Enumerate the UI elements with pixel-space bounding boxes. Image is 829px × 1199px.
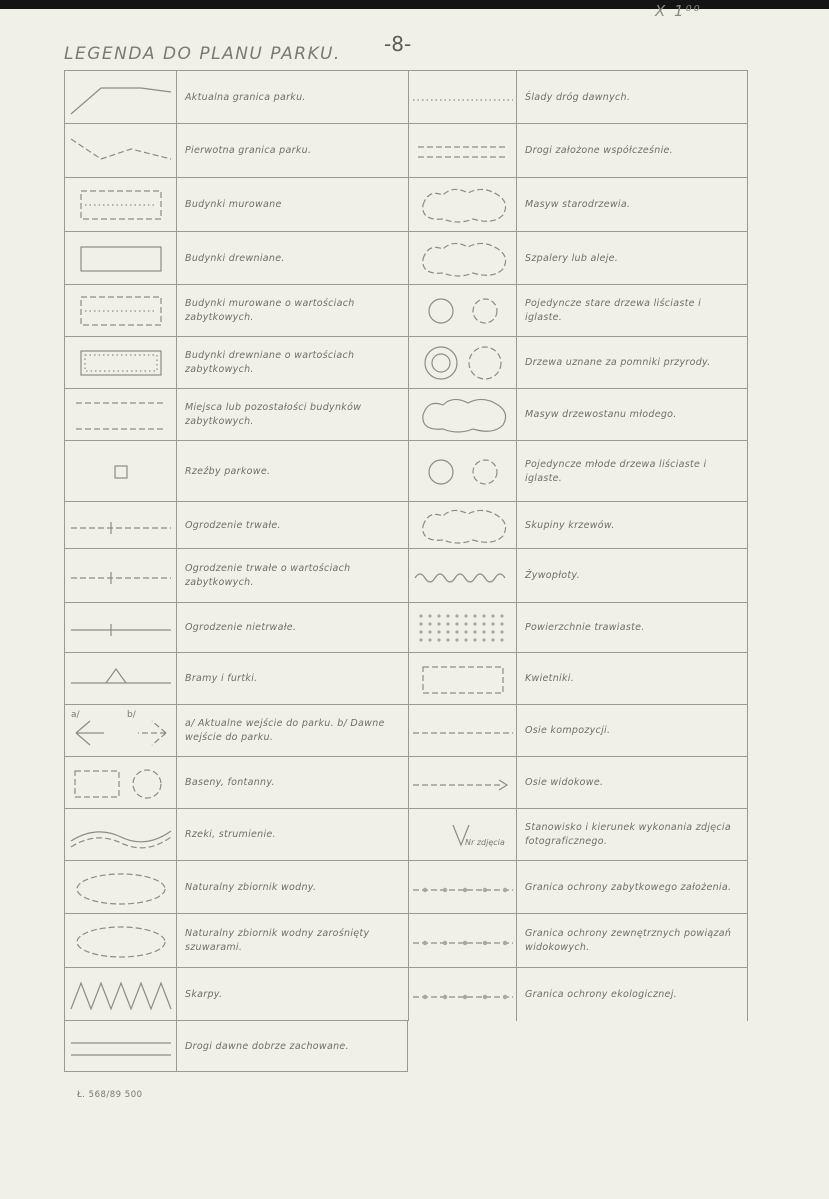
- legend-symbol-cell: [64, 389, 176, 441]
- view-axis-icon: [413, 763, 513, 803]
- legend-description: Kwietniki.: [516, 653, 748, 705]
- legend-symbol-cell: [64, 861, 176, 914]
- legend-row: [64, 336, 748, 389]
- legend-row: [64, 704, 748, 757]
- landscape-boundary-icon: [413, 921, 513, 961]
- historic-masonry-icon: [71, 291, 171, 331]
- legend-description: Aktualna granica parku.: [176, 71, 408, 124]
- legend-symbol-cell: [64, 232, 176, 285]
- overgrown-water-icon: [71, 921, 171, 961]
- permanent-fence-icon: [71, 506, 171, 546]
- legend-symbol-cell: [64, 549, 176, 603]
- legend-symbol-cell: [64, 1021, 176, 1072]
- shrub-group-icon: [413, 506, 513, 546]
- legend-description: Miejsca lub pozostałości budynków zabytkowych.: [176, 389, 408, 441]
- legend-symbol-cell: [408, 757, 516, 809]
- legend-symbol-cell: [408, 861, 516, 914]
- flowerbed-icon: [413, 659, 513, 699]
- legend-description: Żywopłoty.: [516, 549, 748, 603]
- old-road-icon: [71, 1027, 171, 1067]
- entrance-arrows-icon: [71, 711, 171, 751]
- legend-symbol-cell: [64, 71, 176, 124]
- dotted-line-icon: [413, 78, 513, 118]
- legend-symbol-cell: [64, 502, 176, 549]
- legend-symbol-cell: [408, 968, 516, 1021]
- legend-row: [64, 548, 748, 603]
- sculpture-icon: [71, 452, 171, 492]
- dashed-line-icon: [71, 131, 171, 171]
- legend-row: [64, 967, 748, 1021]
- legend-symbol-cell: [64, 968, 176, 1021]
- legend-symbol-cell: [408, 705, 516, 757]
- masonry-building-icon: [71, 185, 171, 225]
- legend-symbol-cell: [408, 441, 516, 502]
- legend-row: [64, 652, 748, 705]
- wooden-building-icon: [71, 239, 171, 279]
- legend-description: Ogrodzenie nietrwałe.: [176, 603, 408, 653]
- legend-description: Granica ochrony ekologicznej.: [516, 968, 748, 1021]
- legend-description: Drogi dawne dobrze zachowane.: [176, 1021, 408, 1072]
- water-body-icon: [71, 868, 171, 908]
- entrance-label-a: a/: [70, 710, 80, 720]
- legend-description: Granica ochrony zewnętrznych powiązań widokowych.: [516, 914, 748, 968]
- legend-description: Skupiny krzewów.: [516, 502, 748, 549]
- legend-symbol-cell: [408, 178, 516, 232]
- legend-row: [64, 860, 748, 914]
- legend-row: [64, 440, 748, 502]
- table-bottom-border: [64, 1071, 408, 1072]
- young-trees-icon: [413, 395, 513, 435]
- legend-row: [64, 1020, 408, 1072]
- legend-description: Rzeźby parkowe.: [176, 441, 408, 502]
- legend-description: Budynki murowane: [176, 178, 408, 232]
- legend-description: Skarpy.: [176, 968, 408, 1021]
- legend-description: Osie kompozycji.: [516, 705, 748, 757]
- legend-row: [64, 913, 748, 968]
- legend-symbol-cell: [64, 337, 176, 389]
- page-number: -8-: [384, 32, 412, 56]
- legend-description: Stanowisko i kierunek wykonania zdjęcia fotograficznego.: [516, 809, 748, 861]
- photo-number-label: Nr zdjęcia: [464, 838, 505, 847]
- legend-symbol-cell: [408, 337, 516, 389]
- legend-symbol-cell: [408, 549, 516, 603]
- stream-icon: [71, 815, 171, 855]
- legend-description: Ogrodzenie trwałe.: [176, 502, 408, 549]
- gate-icon: [71, 659, 171, 699]
- legend-description: Bramy i furtki.: [176, 653, 408, 705]
- legend-description: a/ Aktualne wejście do parku. b/ Dawne wejście do parku.: [176, 705, 408, 757]
- legend-description: Ślady dróg dawnych.: [516, 71, 748, 124]
- legend-symbol-cell: [408, 124, 516, 178]
- tree-mass-icon: [413, 185, 513, 225]
- legend-symbol-cell: [64, 285, 176, 337]
- legend-description: Masyw starodrzewia.: [516, 178, 748, 232]
- legend-symbol-cell: [408, 285, 516, 337]
- single-trees-icon: [413, 291, 513, 331]
- legend-description: Budynki drewniane.: [176, 232, 408, 285]
- legend-row: [64, 284, 748, 337]
- legend-row: [64, 602, 748, 653]
- legend-symbol-cell: [408, 389, 516, 441]
- legend-symbol-cell: [408, 914, 516, 968]
- legend-symbol-cell: [408, 653, 516, 705]
- lawn-icon: [413, 608, 513, 648]
- legend-row: [64, 70, 748, 124]
- ruins-icon: [71, 395, 171, 435]
- historic-wooden-icon: [71, 343, 171, 383]
- legend-symbol-cell: [64, 757, 176, 809]
- tree-row-icon: [413, 239, 513, 279]
- legend-row: [64, 123, 748, 178]
- composition-axis-icon: [413, 711, 513, 751]
- legend-symbol-cell: [64, 178, 176, 232]
- legend-symbol-cell: [64, 441, 176, 502]
- legend-description: Osie widokowe.: [516, 757, 748, 809]
- line-icon: [71, 78, 171, 118]
- legend-description: Pojedyncze stare drzewa liściaste i iglaste.: [516, 285, 748, 337]
- legend-row: [64, 388, 748, 441]
- legend-symbol-cell: [408, 71, 516, 124]
- young-single-trees-icon: [413, 452, 513, 492]
- scan-top-edge: [0, 0, 829, 9]
- legend-symbol-cell: [64, 705, 176, 757]
- legend-symbol-cell: [64, 653, 176, 705]
- legend-description: Naturalny zbiornik wodny.: [176, 861, 408, 914]
- escarpment-icon: [71, 975, 171, 1015]
- legend-symbol-cell: [64, 124, 176, 178]
- hedge-icon: [413, 556, 513, 596]
- legend-row: [64, 231, 748, 285]
- legend-description: Szpalery lub aleje.: [516, 232, 748, 285]
- legend-description: Drzewa uznane za pomniki przyrody.: [516, 337, 748, 389]
- legend-description: Naturalny zbiornik wodny zarośnięty szuwarami.: [176, 914, 408, 968]
- legend-description: Budynki drewniane o wartościach zabytkowych.: [176, 337, 408, 389]
- legend-description: Pojedyncze młode drzewa liściaste i iglaste.: [516, 441, 748, 502]
- historic-fence-icon: [71, 556, 171, 596]
- entrance-label-b: b/: [126, 710, 136, 720]
- legend-symbol-cell: [64, 914, 176, 968]
- pool-fountain-icon: [71, 763, 171, 803]
- legend-row: [64, 501, 748, 549]
- page-title: LEGENDA DO PLANU PARKU.: [64, 44, 341, 64]
- photo-point-icon: [413, 815, 513, 855]
- monument-boundary-icon: [413, 868, 513, 908]
- corner-mark: X 1⁰⁰: [655, 2, 702, 20]
- legend-symbol-cell: [408, 502, 516, 549]
- legend-symbol-cell: [408, 603, 516, 653]
- ecology-boundary-icon: [413, 975, 513, 1015]
- monument-trees-icon: [413, 343, 513, 383]
- legend-description: Masyw drzewostanu młodego.: [516, 389, 748, 441]
- legend-description: Budynki murowane o wartościach zabytkowych.: [176, 285, 408, 337]
- legend-description: Powierzchnie trawiaste.: [516, 603, 748, 653]
- legend-symbol-cell: [64, 603, 176, 653]
- legend-description: Baseny, fontanny.: [176, 757, 408, 809]
- legend-symbol-cell: [64, 809, 176, 861]
- legend-description: Ogrodzenie trwałe o wartościach zabytkowych.: [176, 549, 408, 603]
- temporary-fence-icon: [71, 608, 171, 648]
- legend-row: [64, 808, 748, 861]
- legend-row: [64, 177, 748, 232]
- legend-row: [64, 756, 748, 809]
- footnote: Ł. 568/89 500: [77, 1090, 143, 1100]
- legend-description: Granica ochrony zabytkowego założenia.: [516, 861, 748, 914]
- legend-description: Drogi założone współcześnie.: [516, 124, 748, 178]
- double-dash-icon: [413, 131, 513, 171]
- legend-symbol-cell: [408, 232, 516, 285]
- legend-description: Pierwotna granica parku.: [176, 124, 408, 178]
- legend-symbol-cell: [408, 809, 516, 861]
- legend-description: Rzeki, strumienie.: [176, 809, 408, 861]
